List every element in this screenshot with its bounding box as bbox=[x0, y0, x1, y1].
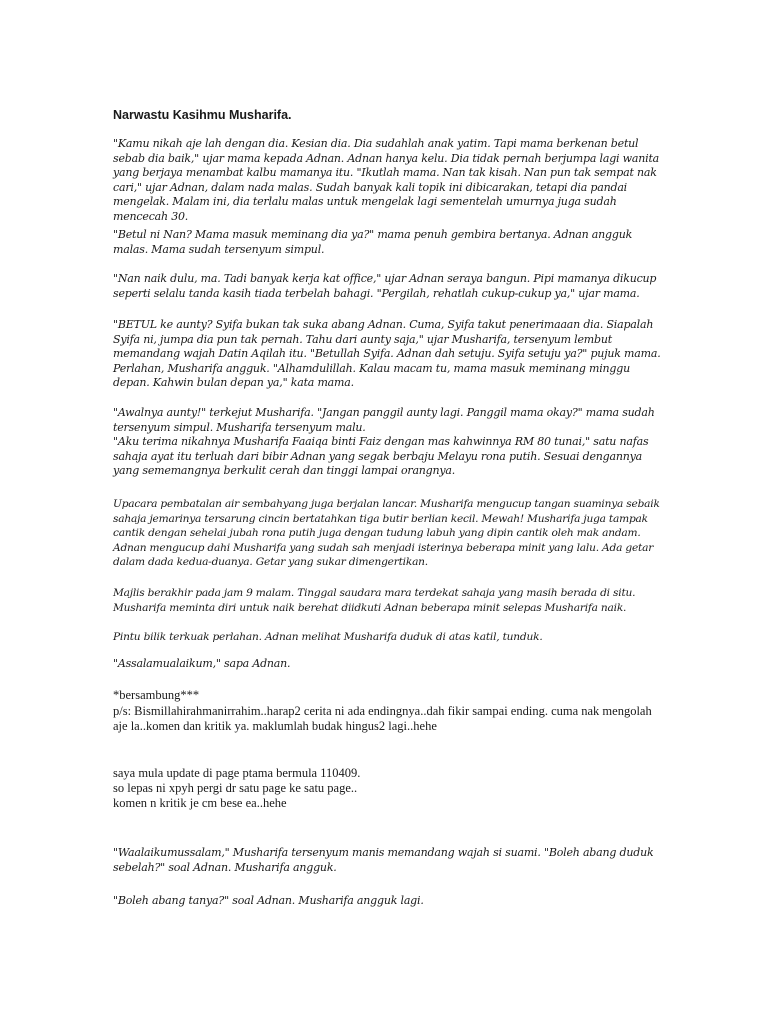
paragraph: "Betul ni Nan? Mama masuk meminang dia ya?" mama penuh gembira bertanya. Adnan angguk malas. Mama sudah tersenyum simpul. bbox=[113, 228, 633, 256]
paragraph: "Waalaikumussalam," Musharifa tersenyum manis memandang wajah si suami. "Boleh abang duduk sebelah?" soal Adnan. Musharifa angguk. bbox=[113, 846, 654, 874]
paragraph: Majlis berakhir pada jam 9 malam. Tinggal saudara mara terdekat sahaja yang masih berada di situ. Musharifa meminta diri untuk naik berehat diidkuti Adnan beberapa minit selepas Musharifa naik. bbox=[113, 587, 636, 614]
paragraph: *bersambung*** bbox=[113, 688, 200, 702]
paragraph: "Boleh abang tanya?" soal Adnan. Musharifa angguk lagi. bbox=[113, 894, 424, 907]
paragraph: komen n kritik je cm bese ea..hehe bbox=[113, 796, 287, 810]
paragraph: "Assalamualaikum," sapa Adnan. bbox=[113, 657, 291, 670]
paragraph: Upacara pembatalan air sembahyang juga berjalan lancar. Musharifa mengucup tangan suaminya sebaik sahaja jemarinya tersarung cincin bertatahkan tiga butir berlian kecil. Mewah! Musharifa juga tampak cantik dengan sehelai jubah rona putih juga dengan tudung labuh yang dipin cantik oleh mak andam. Adnan mengucup dahi Musharifa yang sudah sah menjadi isterinya beberapa minit yang lalu. Ada getar dalam dada kedua-duanya. Getar yang sukar dimengertikan. bbox=[113, 498, 660, 569]
paragraph: "BETUL ke aunty? Syifa bukan tak suka abang Adnan. Cuma, Syifa takut penerimaaan dia. Siapalah Syifa ni, jumpa dia pun tak pernah. Tahu dari aunty saja," ujar Musharifa, tersenyum lembut memandang wajah Datin Aqilah itu. "Betullah Syifa. Adnan dah setuju. Syifa setuju ya?" pujuk mama. Perlahan, Musharifa angguk. "Alhamdulillah. Kalau macam tu, mama masuk meminang minggu depan. Kahwin bulan depan ya," kata mama. bbox=[113, 318, 661, 390]
paragraph: "Kamu nikah aje lah dengan dia. Kesian dia. Dia sudahlah anak yatim. Tapi mama berkenan betul sebab dia baik," ujar mama kepada Adnan. Adnan hanya kelu. Dia tidak pernah berjumpa lagi wanita yang berjaya menambat kalbu mamanya itu. "Ikutlah mama. Nan tak kisah. Nan pun tak sempat nak cari," ujar Adnan, dalam nada malas. Sudah banyak kali topik ini dibicarakan, tetapi dia pandai mengelak. Malam ini, dia terlalu malas untuk mengelak lagi sementelah umurnya juga sudah mencecah 30. bbox=[113, 137, 660, 223]
paragraph: "Awalnya aunty!" terkejut Musharifa. "Jangan panggil aunty lagi. Panggil mama okay?" mama sudah tersenyum simpul. Musharifa tersenyum malu. bbox=[113, 406, 655, 434]
paragraph: p/s: Bismillahirahmanirrahim..harap2 cerita ni ada endingnya..dah fikir sampai ending. cuma nak mengolah aje la..komen dan kritik ya. maklumlah budak hingus2 lagi..hehe bbox=[113, 704, 652, 734]
paragraph: "Aku terima nikahnya Musharifa Faaiqa binti Faiz dengan mas kahwinnya RM 80 tunai," satu nafas sahaja ayat itu terluah dari bibir Adnan yang segak berbaju Melayu rona putih. Sesuai dengannya yang sememangnya berkulit cerah dan tinggi lampai orangnya. bbox=[113, 435, 649, 478]
paragraph: saya mula update di page ptama bermula 110409. bbox=[113, 766, 361, 780]
paragraph: so lepas ni xpyh pergi dr satu page ke satu page.. bbox=[113, 781, 358, 795]
paragraph: Pintu bilik terkuak perlahan. Adnan melihat Musharifa duduk di atas katil, tunduk. bbox=[113, 631, 543, 643]
document-title: Narwastu Kasihmu Musharifa. bbox=[113, 108, 292, 122]
paragraph: "Nan naik dulu, ma. Tadi banyak kerja kat office," ujar Adnan seraya bangun. Pipi mamanya dikucup seperti selalu tanda kasih tiada terbelah bahagi. "Pergilah, rehatlah cukup-cukup ya," ujar mama. bbox=[113, 272, 657, 300]
